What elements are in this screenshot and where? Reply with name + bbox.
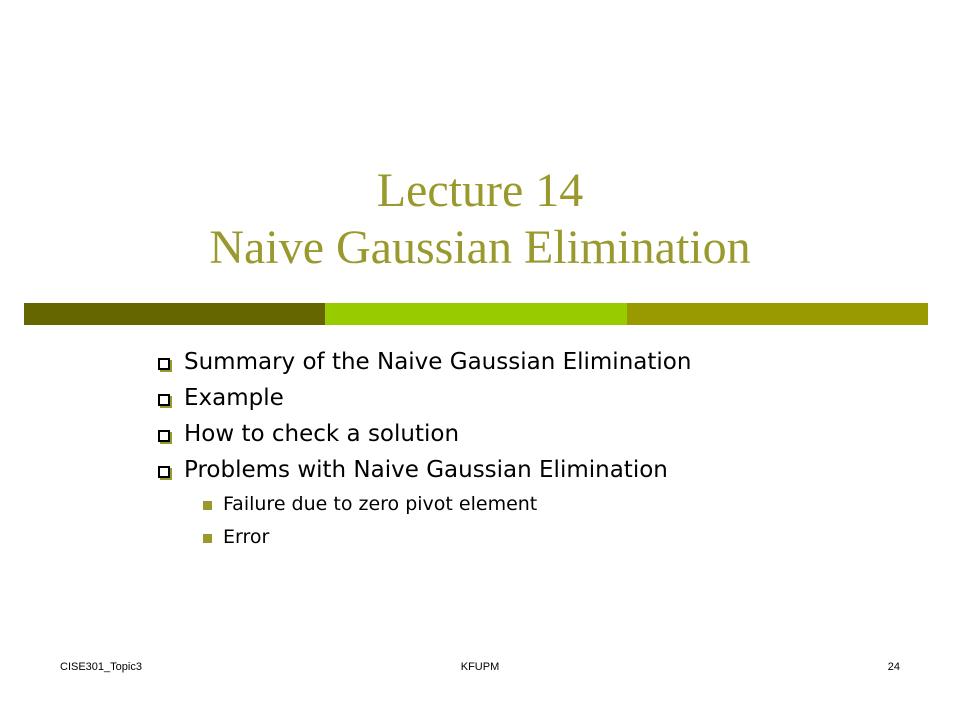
- footer-course-code: CISE301_Topic3: [60, 661, 142, 673]
- footer-institution: KFUPM: [460, 661, 500, 673]
- filled-square-bullet-icon: [203, 501, 212, 510]
- sub-bullet-item: [203, 488, 936, 521]
- bullet-item: [156, 344, 936, 380]
- color-bar-segment-olive: [627, 303, 928, 325]
- bullet-item: [156, 380, 936, 416]
- bullet-list: [156, 344, 936, 554]
- hollow-square-bullet-icon: [158, 466, 170, 478]
- bullet-text: Example: [184, 385, 284, 411]
- color-bar-segment-dark: [24, 303, 325, 325]
- hollow-square-bullet-icon: [158, 358, 170, 370]
- bullet-item: [156, 452, 936, 488]
- decorative-color-bar: [24, 303, 928, 325]
- filled-square-bullet-icon: [203, 534, 212, 543]
- hollow-square-bullet-icon: [158, 394, 170, 406]
- bullet-text: Problems with Naive Gaussian Elimination: [184, 457, 668, 483]
- slide-title: [0, 162, 960, 276]
- bullet-text: Summary of the Naive Gaussian Elimination: [184, 349, 692, 375]
- bullet-text: How to check a solution: [184, 421, 460, 447]
- color-bar-segment-lime: [325, 303, 627, 325]
- footer-page-number: 24: [887, 661, 900, 673]
- sub-bullet-text: Failure due to zero pivot element: [223, 493, 538, 515]
- sub-bullet-text: Error: [223, 526, 270, 548]
- title-line-1: Lecture 14: [376, 164, 584, 217]
- sub-bullet-item: [203, 521, 936, 554]
- bullet-item: [156, 416, 936, 452]
- title-line-2: Naive Gaussian Elimination: [209, 221, 751, 274]
- hollow-square-bullet-icon: [158, 430, 170, 442]
